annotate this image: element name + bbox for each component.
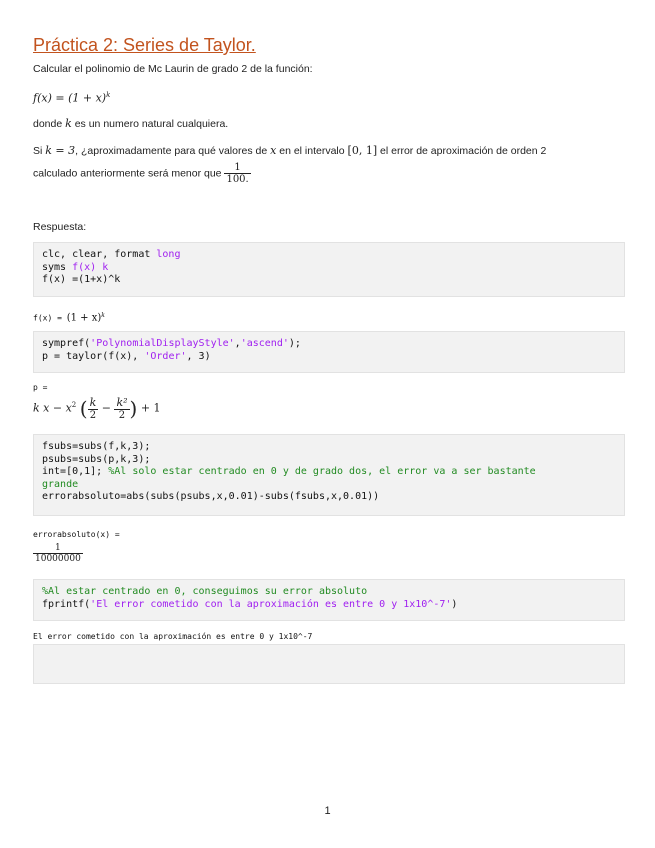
code-line: fprintf( <box>42 598 91 610</box>
code-string: 'ascend' <box>240 338 289 349</box>
intro-text: Calcular el polinomio de Mc Laurin de grado 2 de la función: <box>33 63 313 75</box>
formula-term: k x − x <box>33 401 72 415</box>
code-comment: %Al solo estar centrado en 0 y de grado dos, el error va a ser bastante <box>108 466 536 477</box>
q-part-c: en el intervalo <box>276 145 348 157</box>
function-expression: f(x) = (1 + x) <box>33 91 107 105</box>
code-punct: , <box>234 338 241 349</box>
q-x: x <box>270 144 277 157</box>
code-line: int=[0,1]; <box>42 466 109 477</box>
page-title: Práctica 2: Series de Taylor. <box>33 35 256 55</box>
formula-minus: − <box>101 401 111 415</box>
fraction-1-100 <box>224 162 250 185</box>
code-punct: ); <box>288 338 301 349</box>
output-1 <box>33 312 105 324</box>
code-string: 'El error cometido con la aproximación es entre 0 y 1x10^-7' <box>90 598 452 610</box>
q-part-d: el error de aproximación de orden 2 <box>377 145 547 157</box>
function-exponent: k <box>106 91 111 99</box>
code-comment: grande <box>42 478 79 490</box>
output-3-label: errorabsoluto(x) = <box>33 530 120 539</box>
code-block-2[interactable] <box>33 331 625 373</box>
frac-denominator: 100. <box>226 174 249 185</box>
code-line: f(x) =(1+x)^k <box>42 274 121 285</box>
donde-text <box>33 117 228 130</box>
q-part-b: , ¿aproximadamente para qué valores de <box>75 145 271 157</box>
frac-numerator: k <box>89 396 97 409</box>
output-lhs: f(x) = <box>33 313 67 323</box>
code-string: 'Order' <box>144 350 187 362</box>
code-punct: , 3) <box>186 350 211 362</box>
output-3-fraction <box>33 543 83 564</box>
code-line: psubs=subs(p,k,3); <box>42 453 151 465</box>
code-line: sympref( <box>42 338 91 349</box>
empty-code-block[interactable] <box>33 644 625 684</box>
paren-close: ) <box>129 396 138 421</box>
frac-denominator: 10000000 <box>35 554 81 564</box>
paren-open: ( <box>79 396 88 421</box>
code-keyword: f(x) k <box>72 261 109 273</box>
frac-denominator: 2 <box>118 410 126 421</box>
fraction-1-10000000 <box>33 543 83 564</box>
donde-prefix: donde <box>33 118 66 130</box>
output-2-formula <box>33 396 161 421</box>
function-formula <box>33 91 110 105</box>
question-text <box>33 144 546 157</box>
donde-k: k <box>65 117 72 130</box>
code-comment: %Al estar centrado en 0, conseguimos su error absoluto <box>42 586 368 597</box>
respuesta-label: Respuesta: <box>33 221 87 233</box>
q-part-a: Si <box>33 145 46 157</box>
output-rhs: (1 + x) <box>66 312 102 324</box>
code-keyword: long <box>156 249 181 260</box>
code-block-3[interactable] <box>33 434 625 516</box>
code-punct: ) <box>451 598 458 610</box>
code-line: errorabsoluto=abs(subs(psubs,x,0.01)-subs(fsubs,x,0.01)) <box>42 491 380 502</box>
frac-numerator: 1 <box>224 162 250 174</box>
fraction-k2-2 <box>114 396 129 421</box>
code-line: clc, clear, format <box>42 249 157 260</box>
code-block-4[interactable] <box>33 579 625 621</box>
fraction-k-2 <box>88 396 99 421</box>
frac-numerator: k² <box>116 396 128 409</box>
page-number: 1 <box>324 805 331 817</box>
code-line: fsubs=subs(f,k,3); <box>42 441 151 452</box>
code-line: p = taylor(f(x), <box>42 350 145 362</box>
code-block-1[interactable] <box>33 242 625 297</box>
formula-exponent: 2 <box>71 400 77 409</box>
calc-prefix: calculado anteriormente será menor que <box>33 167 225 180</box>
q-k-value: k = 3 <box>45 144 76 157</box>
output-2-label: p = <box>33 383 48 392</box>
code-string: 'PolynomialDisplayStyle' <box>90 338 235 349</box>
formula-tail: + 1 <box>140 401 161 415</box>
output-4: El error cometido con la aproximación es entre 0 y 1x10^-7 <box>33 632 313 641</box>
output-exponent: k <box>101 312 105 319</box>
donde-suffix: es un numero natural cualquiera. <box>71 118 229 130</box>
calculado-text <box>33 162 251 185</box>
frac-denominator: 2 <box>89 410 97 421</box>
frac-numerator: 1 <box>33 543 83 554</box>
q-interval: [0, 1] <box>347 144 378 157</box>
code-line: syms <box>42 261 73 273</box>
